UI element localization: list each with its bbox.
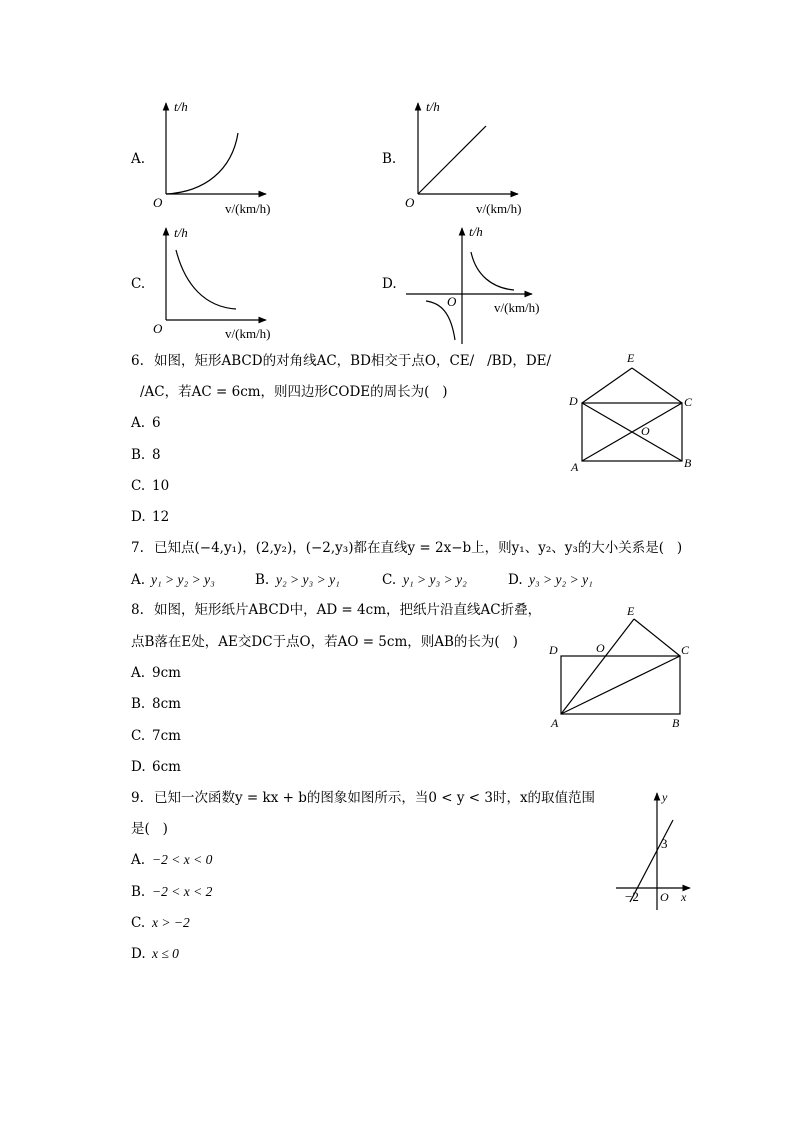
option-b-letter[interactable]: B. <box>382 151 397 167</box>
q7-option-d-letter[interactable]: D. <box>508 572 523 588</box>
q8-option-c-text[interactable]: 7cm <box>152 728 181 744</box>
q6-stem-line1: 如图，矩形ABCD的对角线AC，BD相交于点O，CE/ /BD，DE/ <box>154 353 552 369</box>
q8-option-b-text[interactable]: 8cm <box>152 696 181 712</box>
q7-stem: 已知点(−4,y₁)，(2,y₂)，(−2,y₃)都在直线y = 2x−b上，则y₁、y₂、y₃的大小关系是( ) <box>154 540 683 556</box>
q7-option-b-letter[interactable]: B. <box>255 572 270 588</box>
q6-option-c-letter[interactable]: C. <box>131 478 146 494</box>
graph-b <box>418 103 518 194</box>
q6-number: 6. <box>131 353 144 369</box>
q6-stem-line2: /AC，若AC = 6cm，则四边形CODE的周长为( ) <box>140 384 448 400</box>
q6-label-b: B <box>684 456 692 470</box>
graph-b-ylabel: t/h <box>426 99 440 114</box>
graph-a-ylabel: t/h <box>174 99 188 114</box>
q6-option-a-letter[interactable]: A. <box>131 415 146 431</box>
graph-d-ylabel: t/h <box>469 224 483 239</box>
q9-option-d-letter[interactable]: D. <box>131 946 146 962</box>
q6-option-d-text[interactable]: 12 <box>152 509 170 525</box>
q8-option-b-letter[interactable]: B. <box>131 696 146 712</box>
graph-d <box>406 228 532 344</box>
q9-label-origin: O <box>660 890 669 904</box>
q8-stem-line2: 点B落在E处，AE交DC于点O，若AO = 5cm，则AB的长为( ) <box>131 634 518 650</box>
q8-figure <box>561 619 680 714</box>
q6-label-e: E <box>627 351 635 365</box>
q9-stem-line2: 是( ) <box>131 821 168 837</box>
q9-label-x: x <box>681 890 687 904</box>
graph-b-xlabel: v/(km/h) <box>476 201 522 216</box>
q9-option-c-text[interactable]: x > −2 <box>152 915 190 930</box>
graph-a-curve <box>166 133 238 194</box>
graph-a <box>166 103 266 194</box>
q9-stem-line1: 已知一次函数y = kx + b的图象如图所示，当0 < y < 3时，x的取值范围 <box>154 790 596 806</box>
q7-option-a-letter[interactable]: A. <box>131 572 146 588</box>
q6-label-o: O <box>641 424 650 438</box>
option-c-letter[interactable]: C. <box>131 276 146 292</box>
q7-option-a-text[interactable]: y₁ > y₂ > y₃ <box>151 572 215 587</box>
q8-option-a-text[interactable]: 9cm <box>152 665 181 681</box>
q7-option-c-letter[interactable]: C. <box>382 572 397 588</box>
q6-option-c-text[interactable]: 10 <box>152 478 170 494</box>
graph-c-origin: O <box>153 321 163 336</box>
q9-option-a-letter[interactable]: A. <box>131 852 146 868</box>
q6-option-d-letter[interactable]: D. <box>131 509 146 525</box>
option-d-letter[interactable]: D. <box>382 276 397 292</box>
q8-label-o: O <box>596 641 605 655</box>
option-a-letter[interactable]: A. <box>131 151 146 167</box>
q9-label-3: 3 <box>661 836 668 851</box>
graph-c <box>166 228 266 320</box>
graph-a-origin: O <box>153 195 163 210</box>
q6-label-a: A <box>571 460 579 474</box>
q7-number: 7. <box>131 540 144 556</box>
graph-b-origin: O <box>405 195 415 210</box>
q8-option-c-letter[interactable]: C. <box>131 728 146 744</box>
q8-label-b: B <box>672 716 680 730</box>
q8-label-e: E <box>627 604 635 618</box>
graph-b-line <box>418 126 486 194</box>
q9-label-neg2: −2 <box>625 889 639 904</box>
q9-option-b-letter[interactable]: B. <box>131 884 146 900</box>
q8-option-d-text[interactable]: 6cm <box>152 759 181 775</box>
q9-label-y: y <box>662 790 668 804</box>
q8-option-a-letter[interactable]: A. <box>131 665 146 681</box>
q6-option-b-letter[interactable]: B. <box>131 447 146 463</box>
q7-option-b-text[interactable]: y₂ > y₃ > y₁ <box>276 572 340 587</box>
q6-option-a-text[interactable]: 6 <box>152 415 161 431</box>
graph-c-xlabel: v/(km/h) <box>225 326 271 341</box>
q6-label-d: D <box>569 394 578 408</box>
q8-label-a: A <box>551 716 559 730</box>
graph-d-curve-upper <box>471 252 514 290</box>
q8-label-c: C <box>681 643 690 657</box>
q9-option-b-text[interactable]: −2 < x < 2 <box>152 884 213 899</box>
q8-number: 8. <box>131 602 144 618</box>
graph-d-origin: O <box>447 294 457 309</box>
q8-option-d-letter[interactable]: D. <box>131 759 146 775</box>
q9-option-a-text[interactable]: −2 < x < 0 <box>152 852 213 867</box>
q7-option-c-text[interactable]: y₁ > y₃ > y₂ <box>403 572 467 587</box>
q9-option-c-letter[interactable]: C. <box>131 915 146 931</box>
q8-stem-line1: 如图，矩形纸片ABCD中，AD = 4cm，把纸片沿直线AC折叠， <box>154 602 542 618</box>
q6-option-b-text[interactable]: 8 <box>152 447 161 463</box>
graph-c-ylabel: t/h <box>174 225 188 240</box>
q7-option-d-text[interactable]: y₃ > y₂ > y₁ <box>529 572 593 587</box>
q9-option-d-text[interactable]: x ≤ 0 <box>152 946 179 961</box>
q8-label-d: D <box>549 643 558 657</box>
q6-figure <box>582 368 682 461</box>
graph-c-curve <box>176 250 236 309</box>
q9-number: 9. <box>131 790 144 806</box>
graph-d-xlabel: v/(km/h) <box>494 300 540 315</box>
graph-a-xlabel: v/(km/h) <box>225 201 271 216</box>
q6-label-c: C <box>684 395 693 409</box>
